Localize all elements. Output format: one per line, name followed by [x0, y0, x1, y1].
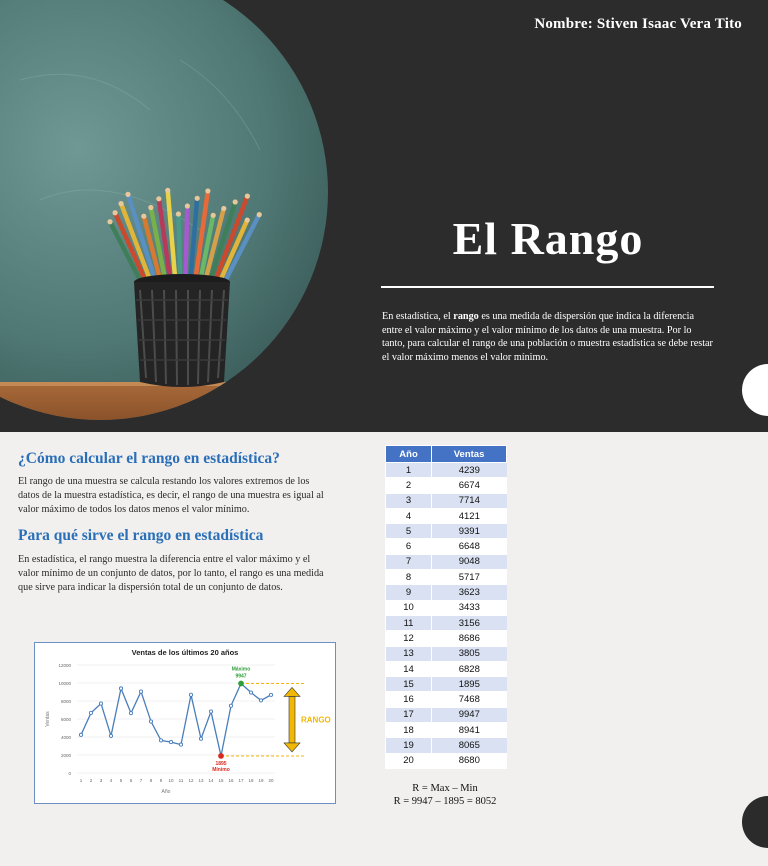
sales-cell: 6828	[432, 661, 507, 676]
data-point	[159, 739, 162, 742]
data-point	[119, 687, 122, 690]
data-point	[229, 704, 232, 707]
x-tick-label: 1	[79, 778, 83, 783]
pencil-tip	[185, 203, 190, 208]
year-cell: 19	[386, 738, 432, 753]
page-title: El Rango	[452, 213, 644, 264]
range-arrow-head-down	[284, 743, 300, 752]
pencil-tip	[211, 213, 216, 218]
data-point	[189, 693, 192, 696]
pencil-tip	[176, 211, 181, 216]
pencil-tip	[257, 212, 262, 217]
sales-cell: 8941	[432, 723, 507, 738]
y-tick-label: 10000	[58, 681, 71, 686]
table-row	[386, 631, 507, 646]
sales-cell: 5717	[432, 570, 507, 585]
table-row	[386, 600, 507, 615]
data-point	[179, 743, 182, 746]
sales-cell: 8686	[432, 631, 507, 646]
x-tick-label: 4	[109, 778, 113, 783]
sales-chart	[34, 642, 336, 804]
year-cell: 11	[386, 615, 432, 630]
table-row	[386, 585, 507, 600]
x-tick-label: 19	[258, 778, 264, 783]
year-cell: 17	[386, 707, 432, 722]
max-label-value: 9947	[235, 673, 247, 680]
sales-cell: 4121	[432, 508, 507, 523]
sales-cell: 8680	[432, 753, 507, 768]
section-text-sirve: En estadística, el rango muestra la diferencia entre el valor máximo y el valor mínimo de un conjunto de datos, por lo tanto, el rango es una medida que sirve para indicar la dispersión total de un conjunto de datos.	[18, 554, 324, 594]
x-tick-label: 12	[188, 778, 194, 783]
data-point	[99, 702, 102, 705]
pencil-tip	[221, 206, 226, 211]
table-header-cell: Año	[386, 446, 432, 463]
pencil-tip	[125, 192, 130, 197]
year-cell: 12	[386, 631, 432, 646]
author-name: Nombre: Stiven Isaac Vera Tito	[534, 16, 742, 32]
sales-cell: 3433	[432, 600, 507, 615]
pencil-tip	[112, 210, 117, 215]
intro-paragraph	[382, 310, 714, 364]
pencil-tip	[195, 196, 200, 201]
table-row	[386, 539, 507, 554]
intro-text-pre: En estadística, el	[382, 311, 454, 322]
sales-line-chart	[35, 643, 335, 803]
pencil-tip	[245, 194, 250, 199]
range-arrow-head-up	[284, 687, 300, 696]
intro-text-bold: rango	[453, 311, 479, 322]
year-cell: 5	[386, 524, 432, 539]
table-row	[386, 738, 507, 753]
pencil	[185, 206, 187, 284]
year-cell: 16	[386, 692, 432, 707]
sales-cell: 9048	[432, 554, 507, 569]
y-tick-label: 6000	[60, 717, 71, 722]
pencil-tip	[118, 201, 123, 206]
range-label: RANGO	[301, 715, 331, 725]
x-tick-label: 11	[178, 778, 184, 783]
sales-cell: 9391	[432, 524, 507, 539]
x-tick-label: 6	[129, 778, 133, 783]
max-label-text: Máximo	[231, 666, 251, 673]
sales-cell: 8065	[432, 738, 507, 753]
table-row	[386, 570, 507, 585]
year-cell: 3	[386, 493, 432, 508]
sales-table-container	[385, 445, 507, 769]
table-row	[386, 615, 507, 630]
table-row	[386, 493, 507, 508]
title-divider	[381, 286, 714, 288]
y-tick-label: 12000	[58, 663, 71, 668]
year-cell: 4	[386, 508, 432, 523]
pencil-tip	[165, 188, 170, 193]
sales-cell: 7714	[432, 493, 507, 508]
year-cell: 15	[386, 677, 432, 692]
data-point	[219, 754, 224, 759]
x-tick-label: 14	[208, 778, 214, 783]
sales-cell: 1895	[432, 677, 507, 692]
data-point	[259, 699, 262, 702]
x-tick-label: 16	[228, 778, 234, 783]
data-point	[209, 710, 212, 713]
pencil-tip	[205, 188, 210, 193]
year-cell: 18	[386, 723, 432, 738]
table-header-cell: Ventas	[432, 446, 507, 463]
data-point	[199, 737, 202, 740]
year-cell: 14	[386, 661, 432, 676]
sales-cell: 4239	[432, 463, 507, 478]
data-point	[239, 681, 244, 686]
range-formula	[385, 782, 505, 808]
data-point	[139, 690, 142, 693]
sales-cell: 6648	[432, 539, 507, 554]
year-cell: 13	[386, 646, 432, 661]
table-row	[386, 723, 507, 738]
pencil-tip	[148, 205, 153, 210]
year-cell: 6	[386, 539, 432, 554]
x-tick-label: 7	[139, 778, 143, 783]
x-axis-label: Año	[161, 789, 171, 795]
y-axis-label: Ventas	[45, 711, 51, 727]
min-label-text: Mínimo	[212, 766, 230, 773]
year-cell: 20	[386, 753, 432, 768]
chart-title: Ventas de los últimos 20 años	[131, 648, 239, 657]
pencil-tip	[107, 219, 112, 224]
formula-line-2: R = 9947 – 1895 = 8052	[393, 796, 497, 807]
data-point	[149, 720, 152, 723]
section-title-sirve: Para qué sirve el rango en estadística	[18, 527, 264, 544]
data-point	[129, 712, 132, 715]
sales-cell: 3156	[432, 615, 507, 630]
table-row	[386, 524, 507, 539]
year-cell: 10	[386, 600, 432, 615]
table-row	[386, 707, 507, 722]
sales-cell: 6674	[432, 478, 507, 493]
table-row	[386, 661, 507, 676]
table-row	[386, 692, 507, 707]
year-cell: 2	[386, 478, 432, 493]
x-tick-label: 5	[119, 778, 123, 783]
data-point	[89, 711, 92, 714]
pencil-tip	[245, 217, 250, 222]
x-tick-label: 20	[268, 778, 274, 783]
sales-table	[385, 445, 507, 769]
year-cell: 7	[386, 554, 432, 569]
x-tick-label: 10	[168, 778, 174, 783]
section-title-calc: ¿Cómo calcular el rango en estadística?	[18, 450, 280, 467]
table-row	[386, 508, 507, 523]
y-tick-label: 4000	[60, 735, 71, 740]
data-point	[249, 691, 252, 694]
sales-cell: 7468	[432, 692, 507, 707]
year-cell: 9	[386, 585, 432, 600]
table-row	[386, 753, 507, 768]
data-point	[79, 733, 82, 736]
intro-text-post: es una medida de dispersión que indica la diferencia entre el valor máximo y el valor mínimo de los datos de una muestra. Por lo tanto, para calcular el rango de una población o muestra estadística se debe restar el valor máximo menos el valor mínimo.	[382, 311, 713, 363]
data-point	[269, 693, 272, 696]
pencil-tip	[141, 214, 146, 219]
sales-cell: 3805	[432, 646, 507, 661]
x-tick-label: 15	[218, 778, 224, 783]
x-tick-label: 18	[248, 778, 254, 783]
pencil	[178, 214, 180, 284]
formula-line-1: R = Max – Min	[412, 783, 478, 794]
data-point	[169, 741, 172, 744]
data-point	[109, 734, 112, 737]
pencil-tip	[233, 199, 238, 204]
year-cell: 8	[386, 570, 432, 585]
x-tick-label: 8	[149, 778, 153, 783]
range-arrow-shaft	[289, 696, 295, 742]
table-row	[386, 646, 507, 661]
x-tick-label: 3	[99, 778, 103, 783]
decorative-pill-dark	[742, 796, 768, 848]
hero-banner	[0, 0, 768, 432]
sales-cell: 9947	[432, 707, 507, 722]
y-tick-label: 8000	[60, 699, 71, 704]
x-tick-label: 17	[238, 778, 244, 783]
table-row	[386, 554, 507, 569]
y-tick-label: 2000	[60, 753, 71, 758]
table-row	[386, 677, 507, 692]
section-text-calc: El rango de una muestra se calcula restando los valores extremos de los datos de la muestra estadística, es decir, el rango de una muestra es igual al valor máximo de todos los datos menos el valor mínimo.	[18, 476, 324, 516]
x-tick-label: 9	[159, 778, 163, 783]
year-cell: 1	[386, 463, 432, 478]
table-header-row	[386, 446, 507, 463]
min-label-value: 1895	[215, 760, 227, 767]
table-row	[386, 478, 507, 493]
y-tick-label: 0	[68, 771, 71, 776]
pencil-tip	[156, 196, 161, 201]
sales-cell: 3623	[432, 585, 507, 600]
x-tick-label: 2	[89, 778, 93, 783]
x-tick-label: 13	[198, 778, 204, 783]
series-line	[81, 683, 271, 755]
table-row	[386, 463, 507, 478]
